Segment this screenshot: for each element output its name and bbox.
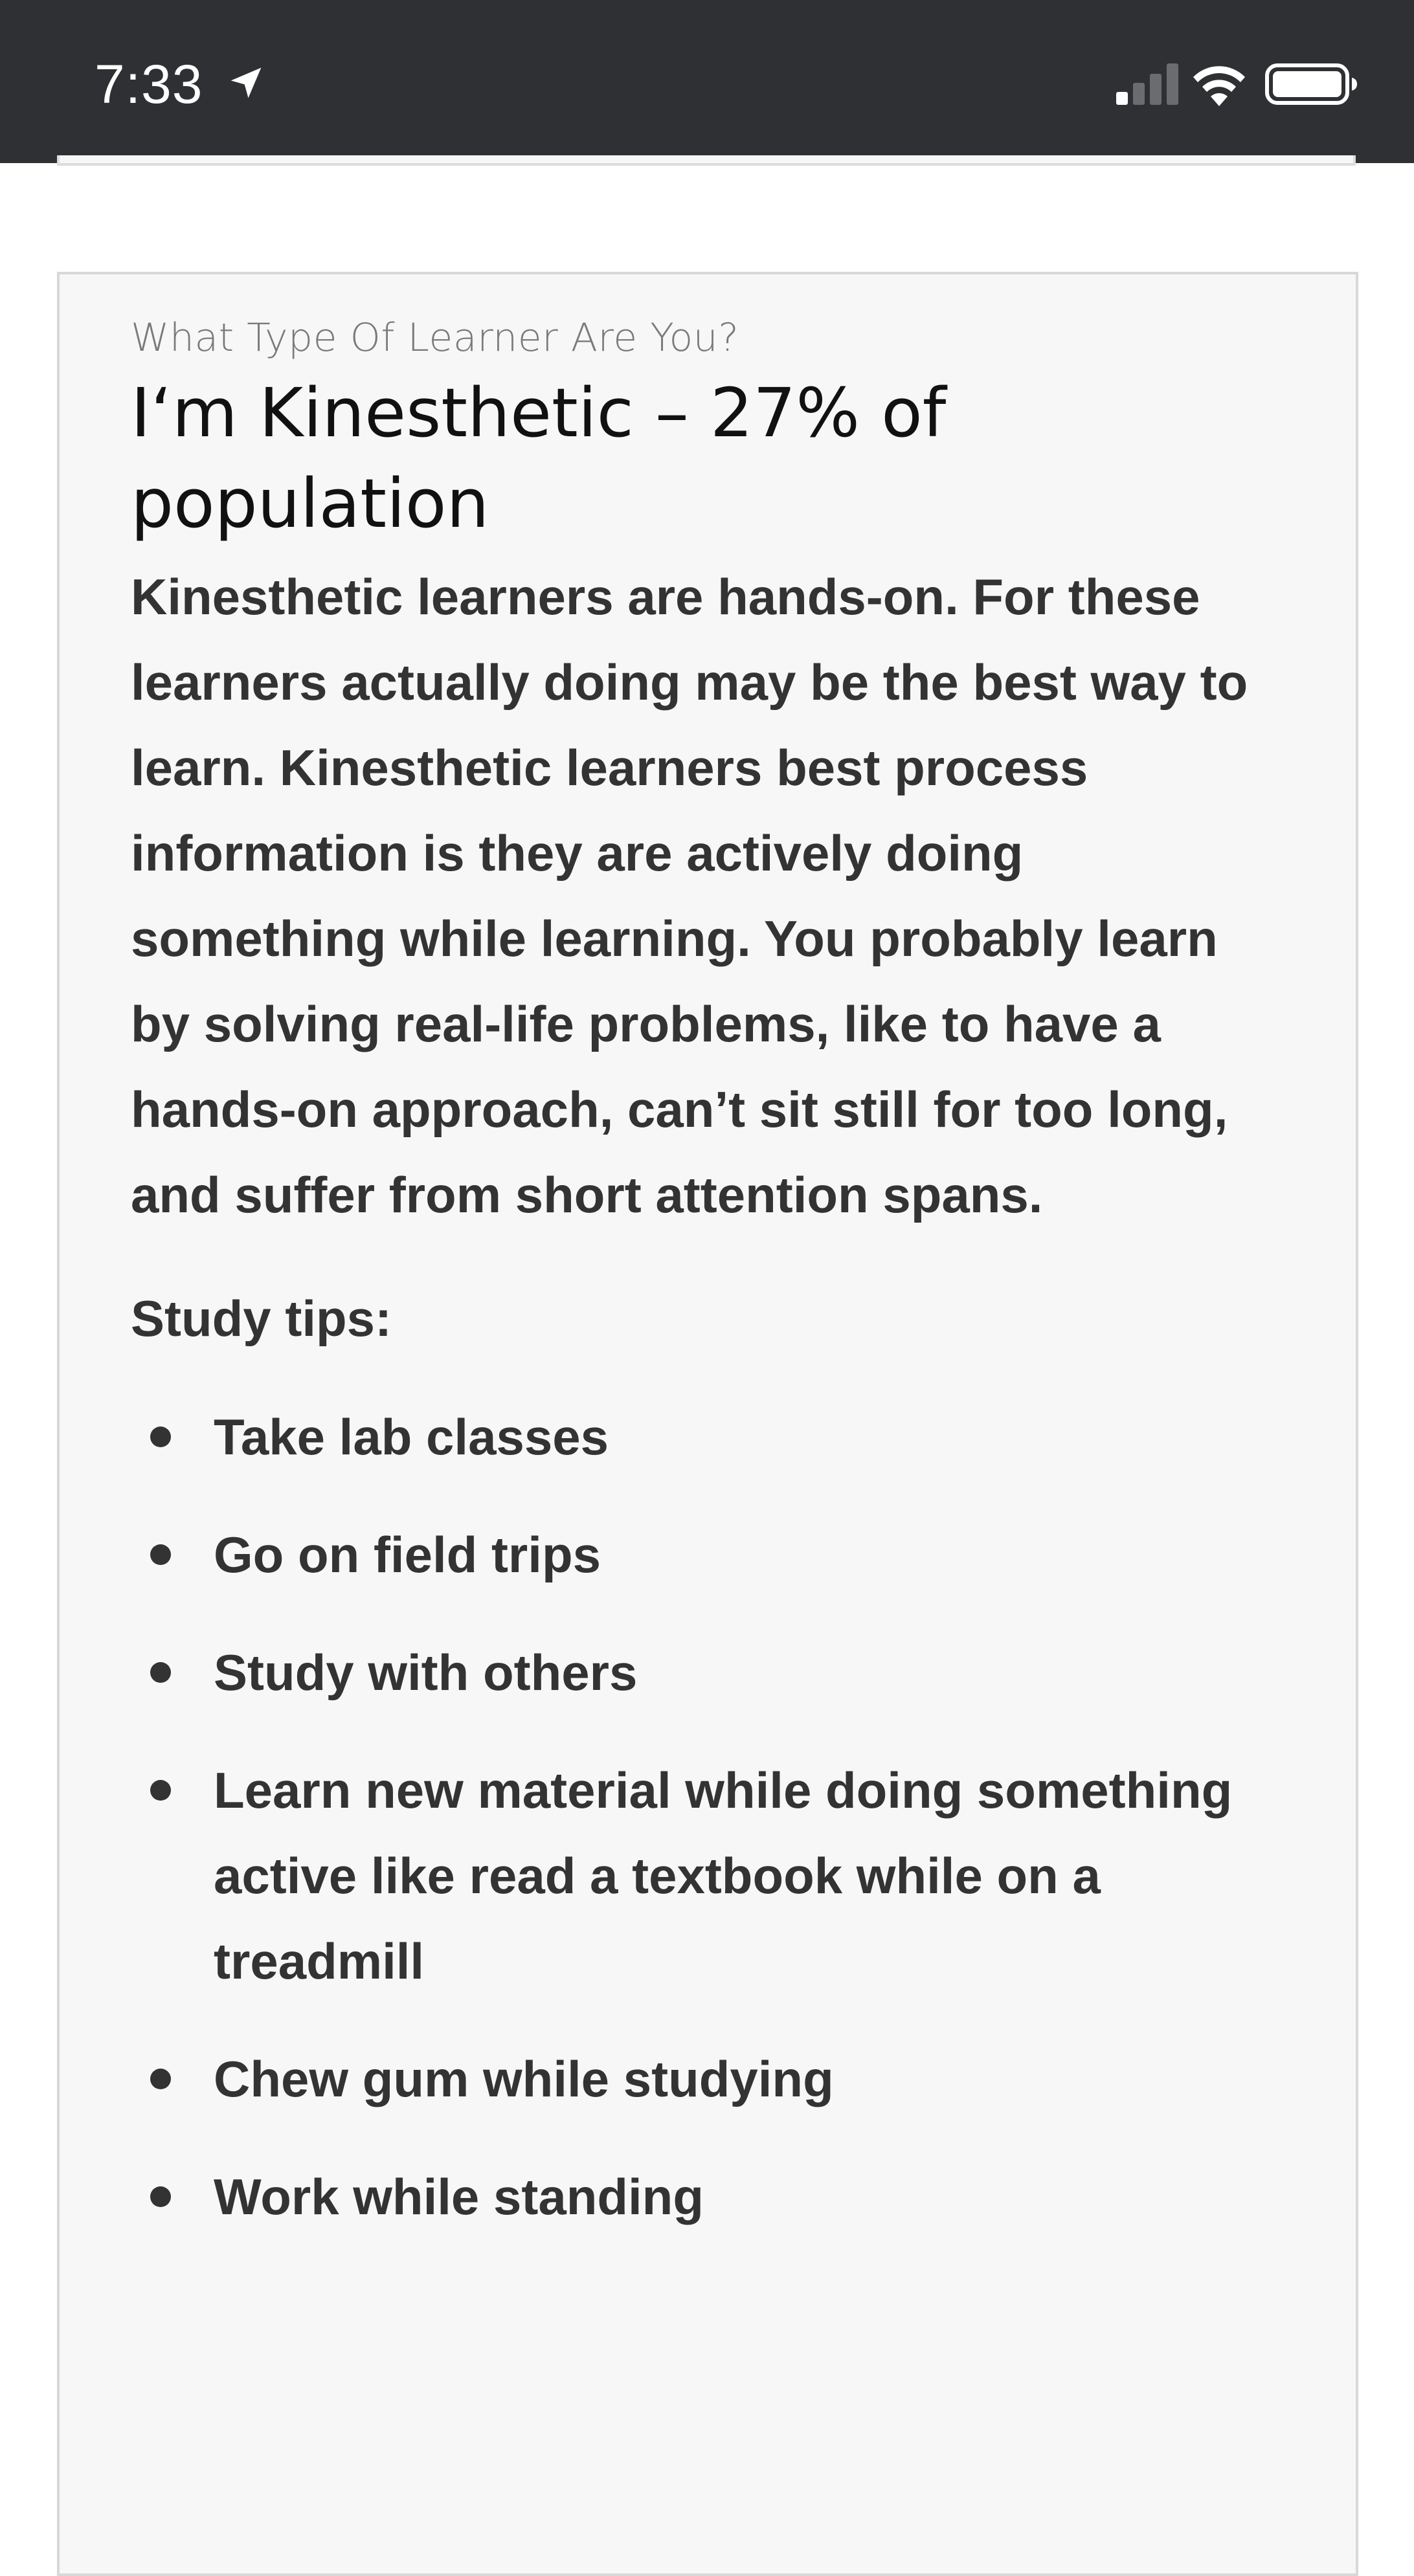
location-arrow-icon [228,65,264,101]
battery-icon [1265,63,1358,105]
study-tip [131,2154,1262,2239]
bullet-icon [150,1780,171,1801]
result-description: Kinesthetic learners are hands-on. For these learners actually doing may be the best way to learn. Kinesthetic learners best process information is they are actively doing something while learning. You probably learn by solving real-life problems, like to have a hands-on approach, can’t sit still for too long, and suffer from short attention spans. [131,568,1248,1223]
study-tips-heading: Study tips: [131,1290,392,1347]
bullet-icon [150,2186,171,2207]
result-card-content [131,313,1296,2272]
study-tip [131,1394,1262,1480]
study-tip-text: Work while standing [214,2168,704,2225]
bullet-icon [150,1662,171,1683]
study-tips-list [131,1394,1296,2239]
cellular-signal-icon [1115,63,1180,105]
study-tip [131,1512,1262,1597]
study-tip-text: Learn new material while doing something active like read a textbook while on a treadmill [214,1762,1233,1990]
result-title: I‘m Kinesthetic – 27% of population [131,373,947,543]
study-tip-text: Go on field trips [214,1526,601,1583]
study-tip-text: Take lab classes [214,1408,609,1465]
study-tip [131,1630,1262,1715]
study-tip-text: Study with others [214,1644,638,1701]
study-tip [131,2036,1262,2122]
bullet-icon [150,1544,171,1565]
study-tip [131,1748,1262,2004]
study-tip-text: Chew gum while studying [214,2050,834,2107]
quiz-label: What Type Of Learner Are You? [131,315,739,361]
status-time: 7:33 [95,54,203,115]
bullet-icon [150,1427,171,1447]
previous-card-edge [57,155,1356,166]
status-bar [0,0,1414,163]
bullet-icon [150,2069,171,2089]
wifi-icon [1191,62,1247,106]
result-card [57,272,1358,2576]
